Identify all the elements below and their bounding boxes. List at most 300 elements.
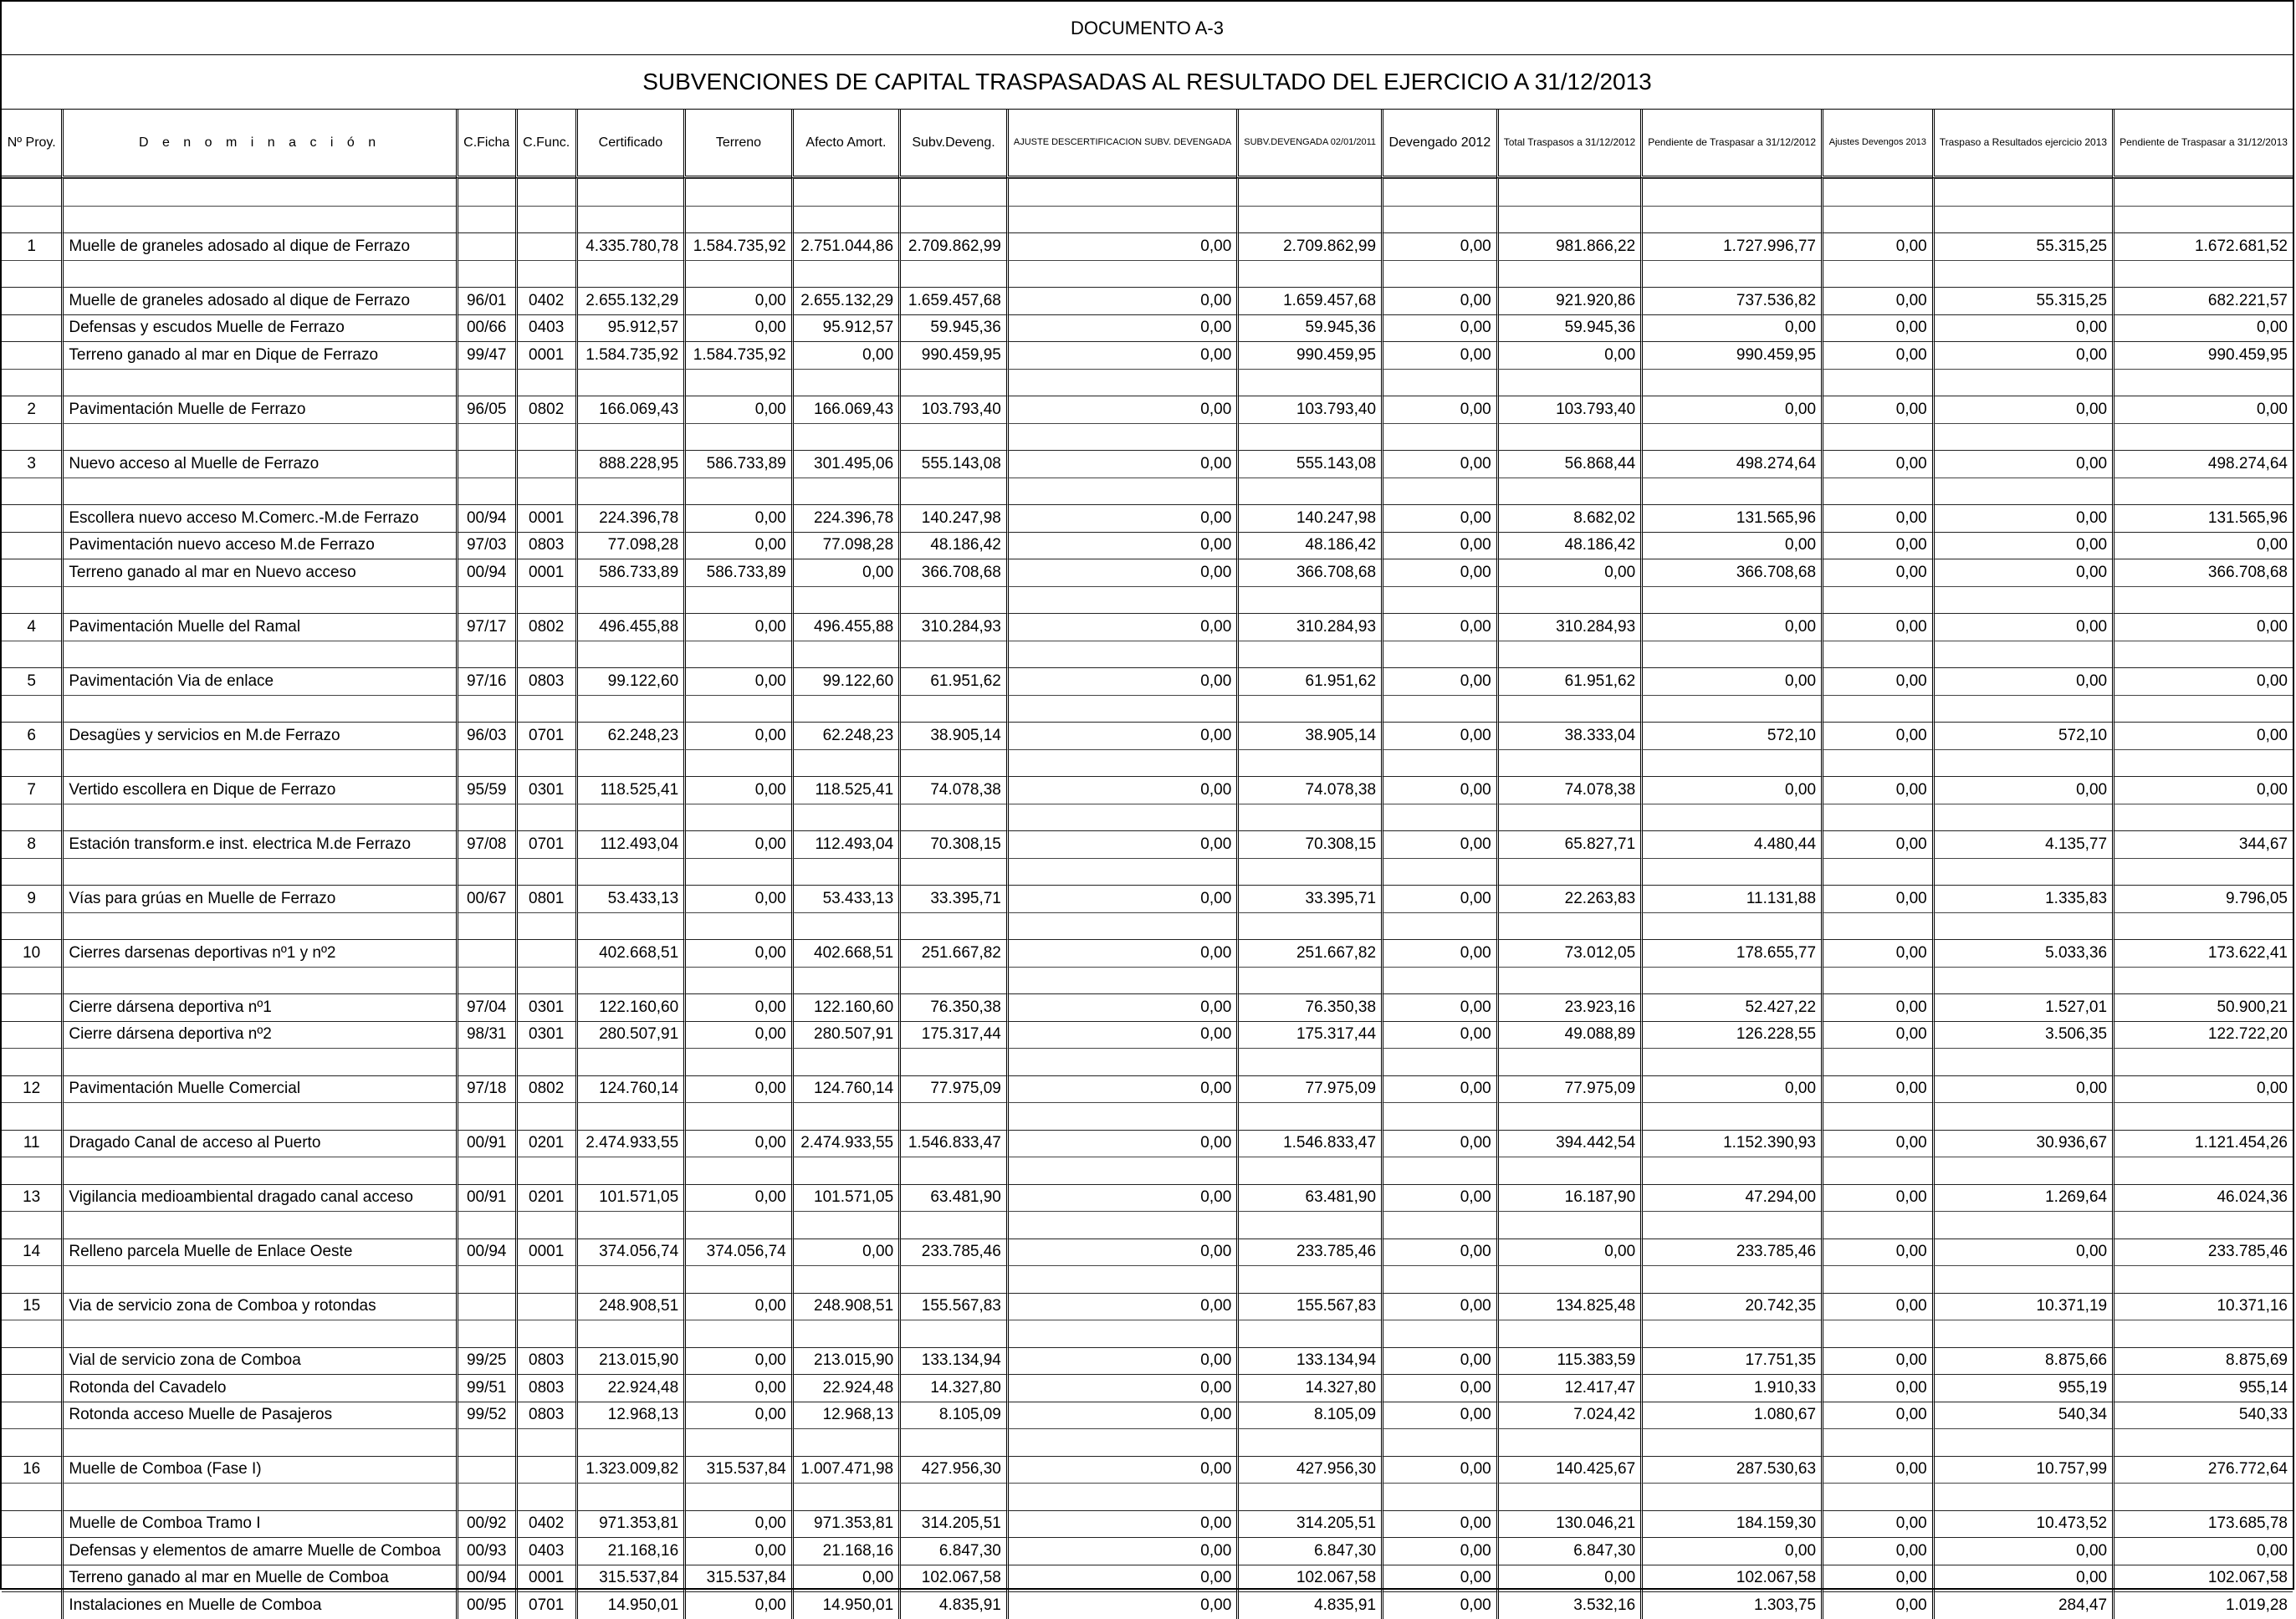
table-row xyxy=(2,722,2293,749)
empty-cell xyxy=(2,206,61,233)
table-cell: 59.945,36 xyxy=(898,314,1006,342)
table-cell: Cierre dársena deportiva nº2 xyxy=(61,1021,455,1049)
empty-cell xyxy=(2112,206,2293,233)
empty-cell xyxy=(1006,369,1236,396)
empty-cell xyxy=(1932,586,2112,614)
table-cell: 95.912,57 xyxy=(791,314,898,342)
table-cell: 0,00 xyxy=(2112,776,2293,804)
empty-cell xyxy=(515,1048,575,1075)
empty-cell xyxy=(683,260,791,288)
table-cell: 0,00 xyxy=(791,341,898,369)
table-cell: 0801 xyxy=(515,885,575,912)
table-cell: 00/91 xyxy=(456,1184,515,1212)
empty-cell xyxy=(575,641,684,668)
table-cell: 314.205,51 xyxy=(898,1510,1006,1538)
table-cell xyxy=(2,1565,61,1592)
empty-cell xyxy=(1381,1428,1496,1456)
empty-cell xyxy=(1496,1483,1640,1510)
table-cell: 0,00 xyxy=(1006,504,1236,532)
table-cell: 374.056,74 xyxy=(683,1239,791,1266)
empty-cell xyxy=(683,858,791,886)
table-cell: 62.248,23 xyxy=(791,722,898,749)
empty-cell xyxy=(1821,1211,1932,1239)
table-cell: 0,00 xyxy=(1932,532,2112,559)
table-cell: 0803 xyxy=(515,667,575,695)
table-cell: 1.335,83 xyxy=(1932,885,2112,912)
table-cell: 53.433,13 xyxy=(575,885,684,912)
empty-cell xyxy=(791,749,898,777)
empty-cell xyxy=(1381,260,1496,288)
table-cell: 888.228,95 xyxy=(575,450,684,478)
table-cell: 251.667,82 xyxy=(1236,939,1381,967)
table-cell: 315.537,84 xyxy=(683,1565,791,1592)
table-cell: 0,00 xyxy=(1006,613,1236,641)
empty-cell xyxy=(898,1483,1006,1510)
table-cell: 955,14 xyxy=(2112,1374,2293,1402)
table-cell: 0,00 xyxy=(1006,341,1236,369)
table-row xyxy=(2,450,2293,478)
table-cell: 0,00 xyxy=(1006,287,1236,314)
table-cell: 248.908,51 xyxy=(575,1293,684,1320)
empty-cell xyxy=(1236,967,1381,994)
empty-cell xyxy=(2,749,61,777)
table-cell: 103.793,40 xyxy=(1236,396,1381,423)
table-cell: 287.530,63 xyxy=(1640,1456,1821,1484)
empty-cell xyxy=(791,1483,898,1510)
empty-cell xyxy=(1640,912,1821,940)
table-cell: 394.442,54 xyxy=(1496,1130,1640,1157)
table-row xyxy=(2,993,2293,1021)
table-cell: 990.459,95 xyxy=(1640,341,1821,369)
empty-cell xyxy=(1640,206,1821,233)
empty-cell xyxy=(683,695,791,723)
table-cell: 301.495,06 xyxy=(791,450,898,478)
table-body xyxy=(2,178,2293,1619)
empty-cell xyxy=(1821,206,1932,233)
table-cell: 555.143,08 xyxy=(1236,450,1381,478)
table-cell: 97/18 xyxy=(456,1075,515,1103)
table-cell: Pavimentación Muelle de Ferrazo xyxy=(61,396,455,423)
table-cell: 1.527,01 xyxy=(1932,993,2112,1021)
table-cell: 0,00 xyxy=(1381,1402,1496,1429)
table-cell: 2 xyxy=(2,396,61,423)
empty-cell xyxy=(575,478,684,505)
empty-cell xyxy=(1640,478,1821,505)
table-cell: 101.571,05 xyxy=(791,1184,898,1212)
empty-cell xyxy=(61,1157,455,1184)
table-cell: 124.760,14 xyxy=(575,1075,684,1103)
table-cell xyxy=(2,287,61,314)
table-cell: 315.537,84 xyxy=(683,1456,791,1484)
table-cell: 118.525,41 xyxy=(575,776,684,804)
empty-cell xyxy=(515,641,575,668)
table-cell: 0,00 xyxy=(1496,341,1640,369)
table-cell: 155.567,83 xyxy=(898,1293,1006,1320)
empty-cell xyxy=(2,1102,61,1130)
spacer-row xyxy=(2,586,2293,614)
table-cell: 0,00 xyxy=(683,830,791,858)
empty-cell xyxy=(1932,478,2112,505)
table-cell: 0,00 xyxy=(1932,776,2112,804)
table-cell: 0,00 xyxy=(1640,1537,1821,1565)
empty-cell xyxy=(1821,1320,1932,1347)
empty-cell xyxy=(1932,1048,2112,1075)
empty-cell xyxy=(1006,1428,1236,1456)
empty-cell xyxy=(1006,1483,1236,1510)
empty-cell xyxy=(2,695,61,723)
empty-cell xyxy=(1496,1320,1640,1347)
table-cell: 8.105,09 xyxy=(898,1402,1006,1429)
empty-cell xyxy=(1496,912,1640,940)
table-cell: 0,00 xyxy=(1640,667,1821,695)
table-cell: 1.303,75 xyxy=(1640,1591,1821,1619)
empty-cell xyxy=(1496,260,1640,288)
empty-cell xyxy=(1821,1428,1932,1456)
table-cell: 540,34 xyxy=(1932,1402,2112,1429)
table-cell: Pavimentación Muelle Comercial xyxy=(61,1075,455,1103)
table-cell: 55.315,25 xyxy=(1932,232,2112,260)
empty-cell xyxy=(456,912,515,940)
table-cell: Cierres darsenas deportivas nº1 y nº2 xyxy=(61,939,455,967)
empty-cell xyxy=(456,369,515,396)
table-cell: 572,10 xyxy=(1932,722,2112,749)
empty-cell xyxy=(2,641,61,668)
table-cell: 0,00 xyxy=(1006,1374,1236,1402)
table-cell: 38.905,14 xyxy=(898,722,1006,749)
table-cell: 315.537,84 xyxy=(575,1565,684,1592)
table-cell: 173.685,78 xyxy=(2112,1510,2293,1538)
table-cell: 586.733,89 xyxy=(683,559,791,586)
table-cell: 0,00 xyxy=(1821,504,1932,532)
empty-cell xyxy=(1381,478,1496,505)
table-cell: 0,00 xyxy=(1821,1021,1932,1049)
table-cell: 0,00 xyxy=(1381,341,1496,369)
table-cell: 0,00 xyxy=(1821,396,1932,423)
empty-cell xyxy=(1236,641,1381,668)
empty-cell xyxy=(1821,967,1932,994)
empty-cell xyxy=(1236,1265,1381,1293)
empty-cell xyxy=(791,178,898,206)
empty-cell xyxy=(1821,641,1932,668)
empty-cell xyxy=(1381,1483,1496,1510)
table-cell: 0,00 xyxy=(683,532,791,559)
empty-cell xyxy=(683,423,791,451)
table-cell: 8.105,09 xyxy=(1236,1402,1381,1429)
empty-cell xyxy=(1236,178,1381,206)
table-cell: 0,00 xyxy=(1821,939,1932,967)
table-cell: 586.733,89 xyxy=(575,559,684,586)
table-cell: 00/93 xyxy=(456,1537,515,1565)
empty-cell xyxy=(456,749,515,777)
document-title: DOCUMENTO A-3 xyxy=(2,2,2293,55)
table-cell: 3 xyxy=(2,450,61,478)
empty-cell xyxy=(575,206,684,233)
table-cell: 0,00 xyxy=(2112,613,2293,641)
empty-cell xyxy=(1496,1265,1640,1293)
empty-cell xyxy=(898,695,1006,723)
empty-cell xyxy=(1006,695,1236,723)
table-cell: 4 xyxy=(2,613,61,641)
table-cell: 124.760,14 xyxy=(791,1075,898,1103)
table-cell: 175.317,44 xyxy=(1236,1021,1381,1049)
empty-cell xyxy=(2112,1428,2293,1456)
empty-cell xyxy=(2112,1102,2293,1130)
empty-cell xyxy=(61,423,455,451)
empty-cell xyxy=(1496,586,1640,614)
table-cell: 0,00 xyxy=(683,1537,791,1565)
table-row xyxy=(2,1565,2293,1592)
empty-cell xyxy=(791,478,898,505)
empty-cell xyxy=(898,749,1006,777)
table-row xyxy=(2,885,2293,912)
table-cell: 15 xyxy=(2,1293,61,1320)
spacer-row xyxy=(2,369,2293,396)
table-cell: 0,00 xyxy=(1006,1537,1236,1565)
empty-cell xyxy=(1381,749,1496,777)
table-cell: 0,00 xyxy=(1006,559,1236,586)
empty-cell xyxy=(456,858,515,886)
empty-cell xyxy=(515,178,575,206)
table-cell: 427.956,30 xyxy=(1236,1456,1381,1484)
empty-cell xyxy=(575,369,684,396)
table-cell: 0,00 xyxy=(1821,314,1932,342)
table-cell: 5 xyxy=(2,667,61,695)
table-cell: 0,00 xyxy=(1821,287,1932,314)
table-cell: 7.024,42 xyxy=(1496,1402,1640,1429)
empty-cell xyxy=(1640,1265,1821,1293)
table-cell: 0,00 xyxy=(1932,504,2112,532)
table-cell: 134.825,48 xyxy=(1496,1293,1640,1320)
empty-cell xyxy=(456,423,515,451)
empty-cell xyxy=(1932,1211,2112,1239)
empty-cell xyxy=(515,1157,575,1184)
table-cell: 0,00 xyxy=(1006,1510,1236,1538)
empty-cell xyxy=(61,641,455,668)
empty-cell xyxy=(2,423,61,451)
table-cell: 122.160,60 xyxy=(575,993,684,1021)
empty-cell xyxy=(1381,1048,1496,1075)
document-subtitle: SUBVENCIONES DE CAPITAL TRASPASADAS AL RESULTADO DEL EJERCICIO A 31/12/2013 xyxy=(2,55,2293,110)
empty-cell xyxy=(1821,1102,1932,1130)
table-cell: 00/92 xyxy=(456,1510,515,1538)
table-cell: 62.248,23 xyxy=(575,722,684,749)
empty-cell xyxy=(61,749,455,777)
table-cell: 101.571,05 xyxy=(575,1184,684,1212)
spacer-row xyxy=(2,1320,2293,1347)
table-row xyxy=(2,341,2293,369)
table-cell: 173.622,41 xyxy=(2112,939,2293,967)
empty-cell xyxy=(1006,1211,1236,1239)
empty-cell xyxy=(1236,206,1381,233)
table-cell: 0,00 xyxy=(1821,1565,1932,1592)
table-cell: 1.584.735,92 xyxy=(683,232,791,260)
empty-cell xyxy=(898,423,1006,451)
table-cell: 0,00 xyxy=(791,559,898,586)
table-cell: 555.143,08 xyxy=(898,450,1006,478)
table-cell: 0802 xyxy=(515,1075,575,1103)
table-cell: 13 xyxy=(2,1184,61,1212)
empty-cell xyxy=(791,641,898,668)
table-cell: 0,00 xyxy=(1381,232,1496,260)
empty-cell xyxy=(1640,1048,1821,1075)
empty-cell xyxy=(1236,478,1381,505)
empty-cell xyxy=(2112,967,2293,994)
table-row xyxy=(2,1184,2293,1212)
table-row xyxy=(2,1347,2293,1375)
empty-cell xyxy=(683,1265,791,1293)
empty-cell xyxy=(456,1428,515,1456)
empty-cell xyxy=(1640,858,1821,886)
table-cell: 6 xyxy=(2,722,61,749)
table-cell: 0,00 xyxy=(791,1239,898,1266)
table-cell: 0,00 xyxy=(1640,613,1821,641)
table-cell: 8.682,02 xyxy=(1496,504,1640,532)
table-cell: 70.308,15 xyxy=(898,830,1006,858)
table-cell: Desagües y servicios en M.de Ferrazo xyxy=(61,722,455,749)
table-cell: 77.975,09 xyxy=(898,1075,1006,1103)
table-cell: 96/01 xyxy=(456,287,515,314)
table-cell: 95.912,57 xyxy=(575,314,684,342)
table-cell: 0,00 xyxy=(1821,1239,1932,1266)
empty-cell xyxy=(2112,858,2293,886)
table-cell: 1.007.471,98 xyxy=(791,1456,898,1484)
table-cell: 2.474.933,55 xyxy=(791,1130,898,1157)
empty-cell xyxy=(1381,178,1496,206)
table-cell: 30.936,67 xyxy=(1932,1130,2112,1157)
empty-cell xyxy=(1821,423,1932,451)
table-cell: 10.473,52 xyxy=(1932,1510,2112,1538)
empty-cell xyxy=(898,478,1006,505)
empty-cell xyxy=(1496,1157,1640,1184)
table-cell: 276.772,64 xyxy=(2112,1456,2293,1484)
empty-cell xyxy=(1640,1102,1821,1130)
empty-cell xyxy=(2112,804,2293,831)
subsidies-table xyxy=(2,110,2293,1619)
table-cell: 0,00 xyxy=(1006,1402,1236,1429)
table-cell: Muelle de Comboa Tramo I xyxy=(61,1510,455,1538)
table-cell: 112.493,04 xyxy=(791,830,898,858)
table-cell: 0,00 xyxy=(2112,396,2293,423)
spacer-row xyxy=(2,1211,2293,1239)
empty-cell xyxy=(898,1048,1006,1075)
empty-cell xyxy=(61,1483,455,1510)
table-cell: 0,00 xyxy=(1006,830,1236,858)
table-cell: 0,00 xyxy=(1381,287,1496,314)
table-cell: 46.024,36 xyxy=(2112,1184,2293,1212)
table-cell: 0,00 xyxy=(683,1347,791,1375)
header-cell: Pendiente de Traspasar a 31/12/2012 xyxy=(1640,110,1821,178)
table-row xyxy=(2,1130,2293,1157)
empty-cell xyxy=(515,478,575,505)
table-cell: 0,00 xyxy=(1821,532,1932,559)
table-cell: 38.905,14 xyxy=(1236,722,1381,749)
table-cell: 6.847,30 xyxy=(1236,1537,1381,1565)
table-cell: 0,00 xyxy=(1381,1591,1496,1619)
table-cell: 280.507,91 xyxy=(575,1021,684,1049)
table-cell: 310.284,93 xyxy=(1236,613,1381,641)
table-cell: 0,00 xyxy=(683,993,791,1021)
table-cell: 00/91 xyxy=(456,1130,515,1157)
empty-cell xyxy=(2,1157,61,1184)
table-cell: 61.951,62 xyxy=(1496,667,1640,695)
table-cell: 0802 xyxy=(515,613,575,641)
empty-cell xyxy=(61,1428,455,1456)
table-row xyxy=(2,830,2293,858)
empty-cell xyxy=(1236,369,1381,396)
table-cell: 97/08 xyxy=(456,830,515,858)
table-cell: 971.353,81 xyxy=(791,1510,898,1538)
table-cell: 1.659.457,68 xyxy=(898,287,1006,314)
empty-cell xyxy=(1496,1211,1640,1239)
table-cell: 49.088,89 xyxy=(1496,1021,1640,1049)
table-cell: 76.350,38 xyxy=(1236,993,1381,1021)
table-cell xyxy=(2,559,61,586)
table-cell: 374.056,74 xyxy=(575,1239,684,1266)
table-header-row xyxy=(2,110,2293,178)
table-cell: 1.546.833,47 xyxy=(1236,1130,1381,1157)
empty-cell xyxy=(1821,1048,1932,1075)
table-cell: 166.069,43 xyxy=(575,396,684,423)
empty-cell xyxy=(683,804,791,831)
table-cell: 0,00 xyxy=(683,1402,791,1429)
empty-cell xyxy=(791,586,898,614)
table-cell: Terreno ganado al mar en Muelle de Comboa xyxy=(61,1565,455,1592)
table-row xyxy=(2,314,2293,342)
empty-cell xyxy=(2,478,61,505)
table-cell: 0403 xyxy=(515,314,575,342)
empty-cell xyxy=(1381,858,1496,886)
table-cell: 2.474.933,55 xyxy=(575,1130,684,1157)
table-cell: 0,00 xyxy=(1381,1510,1496,1538)
empty-cell xyxy=(791,912,898,940)
table-cell: 102.067,58 xyxy=(898,1565,1006,1592)
table-cell: 0001 xyxy=(515,504,575,532)
table-cell: 0,00 xyxy=(683,504,791,532)
table-cell: 0,00 xyxy=(683,1293,791,1320)
table-cell: 0,00 xyxy=(2112,722,2293,749)
empty-cell xyxy=(515,1483,575,1510)
table-cell: 12.968,13 xyxy=(791,1402,898,1429)
empty-cell xyxy=(1821,478,1932,505)
table-row xyxy=(2,776,2293,804)
table-cell xyxy=(456,1293,515,1320)
table-cell: 140.425,67 xyxy=(1496,1456,1640,1484)
table-cell: Pavimentación nuevo acceso M.de Ferrazo xyxy=(61,532,455,559)
table-cell: 0,00 xyxy=(1006,314,1236,342)
empty-cell xyxy=(1006,641,1236,668)
empty-cell xyxy=(1640,369,1821,396)
empty-cell xyxy=(515,369,575,396)
table-cell: 990.459,95 xyxy=(2112,341,2293,369)
table-cell: Escollera nuevo acceso M.Comerc.-M.de Ferrazo xyxy=(61,504,455,532)
empty-cell xyxy=(456,478,515,505)
table-cell: 99/25 xyxy=(456,1347,515,1375)
table-cell: 48.186,42 xyxy=(898,532,1006,559)
table-cell: 233.785,46 xyxy=(1640,1239,1821,1266)
table-cell: 0,00 xyxy=(1640,776,1821,804)
table-cell: 1.672.681,52 xyxy=(2112,232,2293,260)
empty-cell xyxy=(2112,749,2293,777)
table-row xyxy=(2,1293,2293,1320)
table-cell: 0,00 xyxy=(1821,776,1932,804)
empty-cell xyxy=(1640,1320,1821,1347)
table-cell: 0,00 xyxy=(683,314,791,342)
table-cell: 0,00 xyxy=(1932,1565,2112,1592)
table-cell: 314.205,51 xyxy=(1236,1510,1381,1538)
table-cell: 8 xyxy=(2,830,61,858)
table-cell: 0001 xyxy=(515,1565,575,1592)
table-cell: 166.069,43 xyxy=(791,396,898,423)
